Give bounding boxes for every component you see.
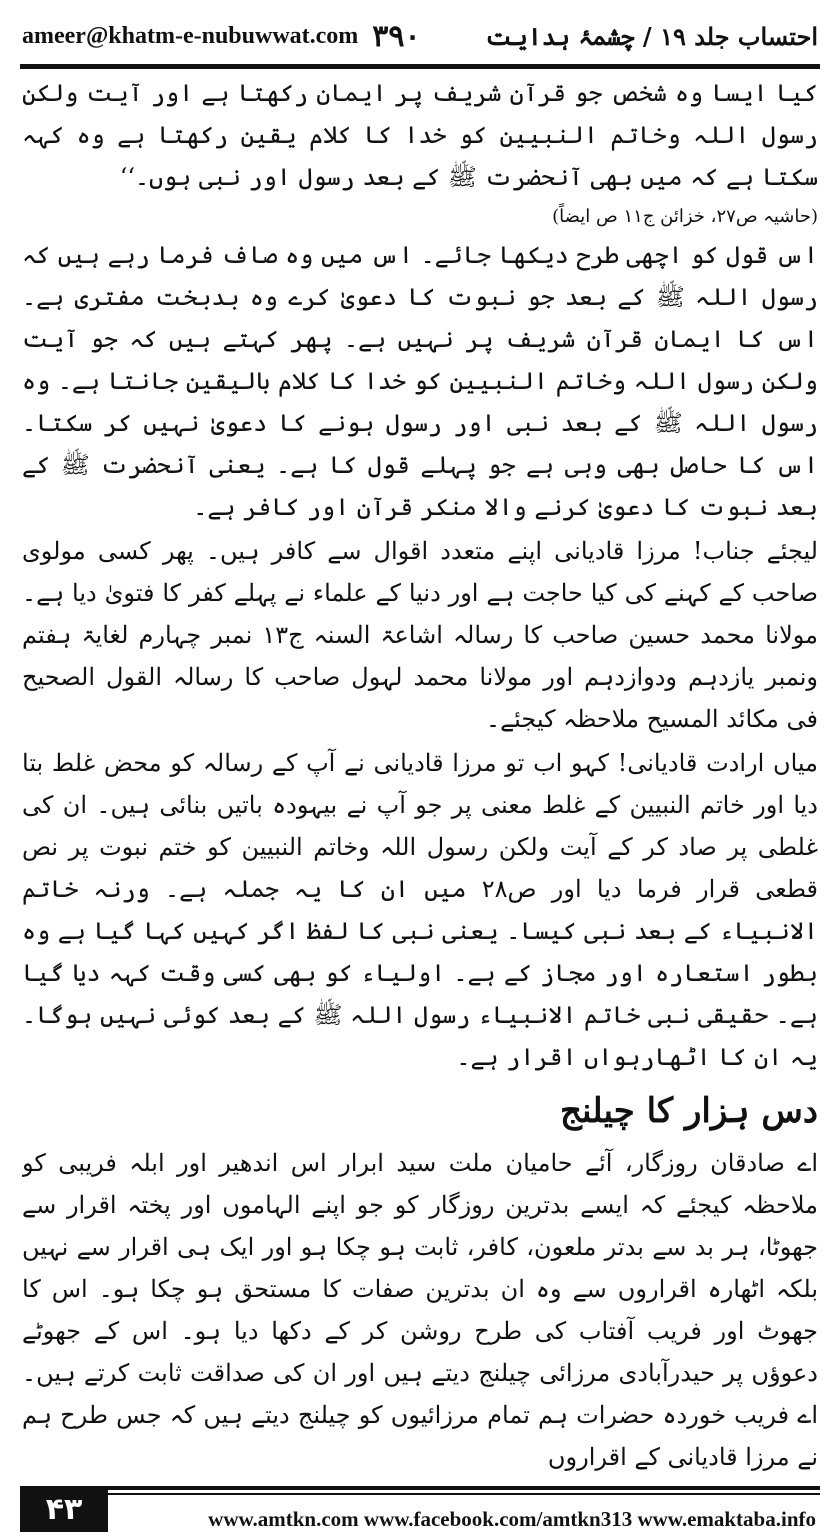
footer-rules — [108, 1486, 820, 1495]
paragraph-analysis: اس قول کو اچھی طرح دیکھا جائے۔ اس میں وہ صاف فرما رہے ہیں کہ رسول اللہ ﷺ کے بعد جو نبوت کا دعویٰ کرے وہ بدبخت مفتری ہے۔ اس کا ایمان قرآن شریف پر نہیں ہے۔ پھر کہتے ہیں کہ جو آیت ولکن رسول اللہ وخاتم النبیین کو خدا کا کلام بالیقین جانتا ہے۔ وہ رسول اللہ ﷺ کے بعد نبی اور رسول ہونے کا دعویٰ نہیں کر سکتا۔ اس کا حاصل بھی وہی ہے جو پہلے قول کا ہے۔ یعنی آنحضرت ﷺ کے بعد نبوت کا دعویٰ کرنے والا منکر قرآن اور کافر ہے۔ — [22, 241, 818, 521]
footer-urls: www.amtkn.com www.facebook.com/amtkn313 www.emaktaba.info — [208, 1507, 816, 1531]
header-page-number: ۳۹۰ — [372, 18, 421, 54]
footer-rule-thin — [108, 1493, 820, 1495]
paragraph-quote: کیا ایسا وہ شخص جو قرآن شریف پر ایمان رکھتا ہے اور آیت ولکن رسول اللہ وخاتم النبیین کو خدا کا کلام یقین رکھتا ہے وہ کہہ سکتا ہے کہ میں بھی آنحضرت ﷺ کے بعد رسول اور نبی ہوں۔‘‘ — [22, 79, 818, 191]
paragraph-conclusion: لیجئے جناب! مرزا قادیانی اپنے متعدد اقوال سے کافر ہیں۔ پھر کسی مولوی صاحب کے کہنے کی کیا حاجت ہے اور دنیا کے علماء نے پہلے کفر کا فتویٰ دیا ہے۔ مولانا محمد حسین صاحب کا رسالہ اشاعۃ السنہ ج۱۳ نمبر چہارم لغایۃ ہفتم ونمبر یازدہم ودوازدہم اور مولانا محمد لہول صاحب کا رسالہ القول الصحیح فی مکائد المسیح ملاحظہ کیجئے۔ — [22, 537, 818, 733]
header-left — [22, 19, 421, 54]
section-heading: دس ہزار کا چیلنج — [560, 1091, 818, 1131]
paragraph-challenge: اے صادقان روزگار، آئے حامیان ملت سید ابرار اس اندھیر اور ابلہ فریبی کو ملاحظہ کیجئے کہ ایسے بدترین روزگار کو جو اپنے الہاموں اور پختہ اقرار سے جھوٹا، ہر بد سے بدتر ملعون، کافر، ثابت ہو چکا ہو اور ایک ہی اقرار سے نہیں بلکہ اٹھارہ اقراروں سے وہ ان بدترین صفات کا مستحق ہو چکا ہو۔ اس کا جھوٹ اور فریب آفتاب کی طرح روشن کر کے دکھا دیا ہو۔ اس کے جھوٹے دعوؤں پر حیدرآبادی مرزائی چیلنج دیتے ہیں اور ان کی صداقت ثابت کرتے ہیں۔ اے فریب خوردہ حضرات ہم تمام مرزائیوں کو چیلنج دیتے ہیں کہ جس طرح ہم نے مرزا قادیانی کے اقراروں — [22, 1149, 818, 1471]
header-email: ameer@khatm-e-nubuwwat.com — [22, 22, 359, 49]
reference-note: (حاشیہ ص۲۷، خزائن ج۱۱ ص ایضاً) — [552, 206, 818, 227]
footer-rule-thick — [108, 1486, 820, 1490]
paragraph-address: میاں ارادت قادیانی! کہو اب تو مرزا قادیانی نے آپ کے رسالہ کو محض غلط بتا دیا اور خاتم النبیین کے غلط معنی پر جو آپ نے بیہودہ باتیں بنائی ہیں۔ ان کی غلطی پر صاد کر کے آیت ولکن رسول اللہ وخاتم النبیین کو ختم نبوت پر نص قطعی قرار فرما دیا اور ص۲۸ میں ان کا یہ جملہ ہے۔ ورنہ خاتم الانبیاء کے بعد نبی کیسا۔ یعنی نبی کا لفظ اگر کہیں کہا گیا ہے وہ بطور استعارہ اور مجاز کے ہے۔ اولیاء کو بھی کسی وقت کہہ دیا گیا ہے۔ حقیقی نبی خاتم الانبیاء رسول اللہ ﷺ کے بعد کوئی نہیں ہوگا۔ یہ ان کا اٹھارہواں اقرار ہے۔ — [22, 749, 818, 1071]
page-header — [22, 6, 818, 66]
page-footer — [20, 1484, 820, 1532]
page-body — [22, 72, 818, 1472]
footer-page-number: ۴۳ — [20, 1486, 108, 1532]
header-rule — [20, 64, 820, 69]
footer-right — [108, 1486, 820, 1532]
header-title: احتساب جلد ۱۹ / چشمۂ ہدایت — [485, 21, 818, 51]
